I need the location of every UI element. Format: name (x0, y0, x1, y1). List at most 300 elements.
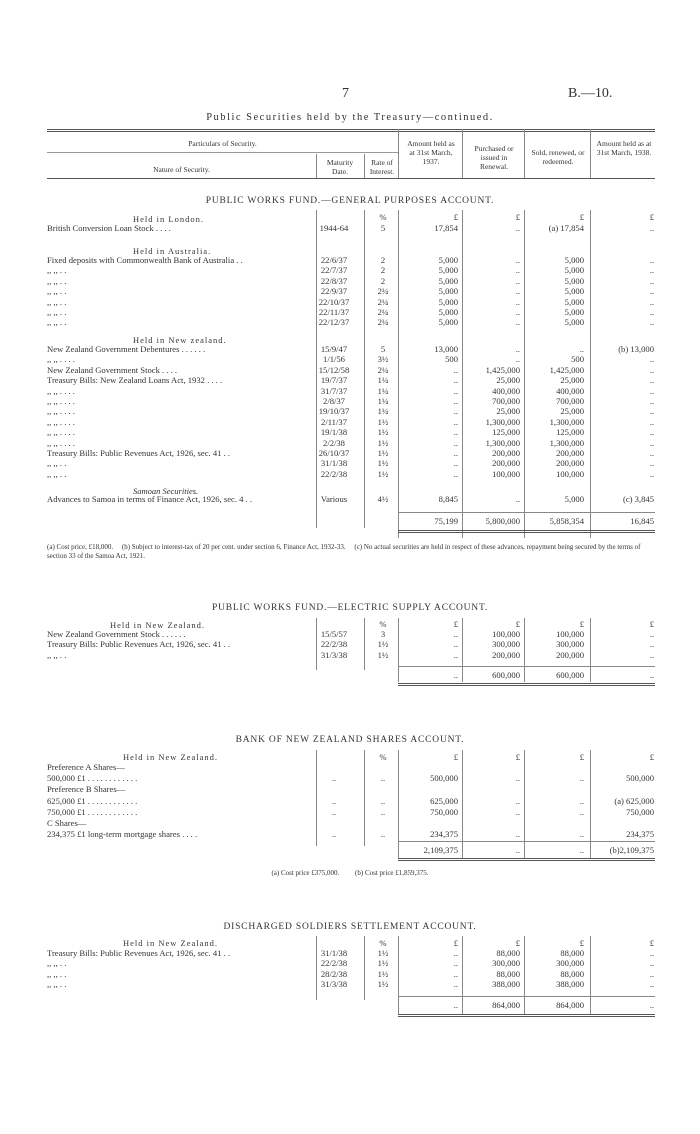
cell-mat: 22/12/37 (318, 317, 350, 328)
cell-held: (b) 13,000 (618, 344, 654, 354)
table-row (0, 784, 700, 795)
cell-rate: 1¼ (377, 375, 389, 386)
cell-rate: 1¼ (377, 406, 389, 417)
section-title-general-purposes: PUBLIC WORKS FUND.—GENERAL PURPOSES ACCOUNT. (205, 196, 495, 206)
unit-pur: £ (515, 212, 520, 222)
unit-rate: % (379, 619, 387, 629)
cell-name: Treasury Bills: Public Revenues Act, 1926, sec. 41 . . (47, 639, 231, 650)
cell-mat: 22/2/38 (320, 639, 348, 650)
cell-sold: 200,000 (556, 458, 584, 469)
total-row (0, 1000, 700, 1011)
table-row (0, 307, 700, 318)
cell-rate: 5 (380, 344, 386, 354)
cell-sold: 88,000 (560, 948, 584, 958)
cell-rate: 2 (380, 265, 386, 276)
cell-mat: 19/7/37 (320, 375, 348, 386)
cell-pur: 300,000 (492, 958, 520, 969)
cell-pur: 300,000 (492, 639, 520, 650)
cell-sold: 1,300,000 (549, 416, 584, 427)
cell-sold: 388,000 (556, 979, 584, 990)
table-row (0, 458, 700, 469)
total-row (0, 670, 700, 681)
section-title-bnz-shares: BANK OF NEW ZEALAND SHARES ACCOUNT. (235, 735, 465, 745)
cell-sold: 1,300,000 (549, 437, 584, 448)
cell-name: 750,000 £1 . . . . . . . . . . . . (47, 806, 138, 817)
cell-pur: .. (515, 494, 520, 504)
footnote-c: (c) No actual securities are held in respect of these advances, repayment being secured by the terms of section 33 of the Samoa Act, 1921. (47, 543, 641, 560)
cell-held: .. (649, 286, 654, 297)
cell-name: ,, ,, . . (47, 265, 67, 276)
cell-held: 16,845 (630, 516, 654, 526)
cell-pur: 125,000 (492, 427, 520, 438)
cell-pur: 1,300,000 (485, 437, 520, 448)
cell-mat: 2/11/37 (321, 416, 347, 427)
cell-held: .. (649, 375, 654, 386)
cell-sold: 200,000 (556, 649, 584, 660)
table-row (0, 629, 700, 640)
cell-pur: .. (515, 255, 520, 265)
cell-mat: .. (331, 773, 337, 784)
table-row (0, 948, 700, 959)
cell-amt: 5,000 (438, 275, 458, 286)
cell-name: ,, ,, . . (47, 458, 67, 469)
total-row (0, 516, 700, 527)
cell-name: ,, ,, . . . . (47, 406, 75, 417)
cell-pur: .. (515, 845, 520, 855)
cell-mat: 26/10/37 (318, 448, 350, 458)
cell-sold: 25,000 (560, 406, 584, 417)
cell-amt: 234,375 (430, 829, 458, 840)
subheading-s4-held: Held in New Zealand. (123, 938, 219, 948)
cell-name: 234,375 £1 long-term mortgage shares . . . . (47, 829, 198, 840)
cell-amt: .. (453, 406, 458, 417)
cell-held: .. (649, 396, 654, 406)
cell-held: .. (649, 968, 654, 979)
table-row (0, 365, 700, 376)
cell-mat: 22/2/38 (320, 468, 348, 479)
cell-pur: 700,000 (492, 396, 520, 406)
unit-rate: % (379, 212, 387, 222)
cell-held: .. (649, 958, 654, 969)
table-row (0, 354, 700, 365)
cell-held: .. (649, 385, 654, 396)
cell-pur: .. (515, 307, 520, 317)
cell-name: Treasury Bills: New Zealand Loans Act, 1932 . . . . (47, 375, 223, 386)
table-row (0, 396, 700, 407)
cell-pur: 100,000 (492, 629, 520, 639)
cell-held: 234,375 (626, 829, 654, 840)
cell-name: ,, ,, . . . . (47, 385, 75, 396)
table-row (0, 639, 700, 650)
cell-held: .. (649, 437, 654, 448)
cell-mat: 22/7/37 (320, 265, 348, 276)
cell-amt: 5,000 (438, 307, 458, 317)
unit-amt: £ (453, 619, 458, 629)
header-maturity: Maturity Date. (326, 158, 354, 176)
cell-pur: .. (515, 829, 520, 840)
cell-sold: 1,425,000 (549, 364, 584, 375)
cell-name: 500,000 £1 . . . . . . . . . . . . (47, 773, 138, 784)
cell-name: ,, ,, . . . . (47, 416, 75, 427)
cell-pur: 388,000 (492, 979, 520, 990)
table-row (0, 406, 700, 417)
cell-mat: 22/2/38 (320, 958, 348, 969)
cell-amt: 5,000 (438, 265, 458, 276)
cell-pur: .. (515, 806, 520, 817)
footnote-s3-a: (a) Cost price £375,000. (271, 869, 340, 877)
cell-held: .. (649, 639, 654, 650)
cell-sold: 88,000 (560, 968, 584, 979)
cell-sold: 5,000 (564, 296, 584, 307)
cell-mat: .. (331, 795, 337, 806)
cell-rate: 1½ (377, 639, 389, 650)
table-row (0, 317, 700, 328)
cell-held: .. (649, 255, 654, 265)
footnote-b: (b) Subject to interest-tax of 20 per cent. under section 6, Finance Act, 1932-33. (121, 543, 346, 551)
cell-held: 750,000 (626, 806, 654, 817)
cell-pur: .. (515, 354, 520, 365)
cell-mat: 15/9/47 (320, 344, 348, 354)
cell-rate: .. (380, 829, 386, 840)
subheading-held-nz: Held in New zealand. (133, 335, 227, 345)
section-title-soldiers-settlement: DISCHARGED SOLDIERS SETTLEMENT ACCOUNT. (223, 922, 477, 932)
cell-pur: 25,000 (496, 375, 520, 386)
cell-held: .. (649, 427, 654, 438)
unit-held: £ (649, 752, 654, 762)
table-row (0, 276, 700, 287)
table-row (0, 448, 700, 459)
cell-pur: 1,300,000 (485, 416, 520, 427)
cell-name: ,, ,, . . (47, 275, 67, 286)
cell-name: British Conversion Loan Stock . . . . (47, 223, 171, 233)
cell-pur: 25,000 (496, 406, 520, 417)
cell-held: (a) 625,000 (614, 795, 654, 806)
cell-amt: 13,000 (434, 344, 458, 354)
cell-name: Preference B Shares— (47, 784, 126, 795)
total-row (0, 845, 700, 856)
table-row (0, 344, 700, 355)
cell-amt: .. (453, 670, 458, 680)
cell-held: .. (649, 458, 654, 469)
cell-sold: (a) 17,854 (548, 223, 584, 233)
cell-pur: .. (515, 286, 520, 297)
section-title-electric-supply: PUBLIC WORKS FUND.—ELECTRIC SUPPLY ACCOUNT. (211, 603, 489, 613)
unit-sold: £ (579, 752, 584, 762)
cell-name: ,, ,, . . . . (47, 396, 75, 406)
cell-name: New Zealand Government Stock . . . . . . (47, 629, 186, 639)
cell-rate: 4½ (377, 494, 389, 504)
cell-pur: 200,000 (492, 448, 520, 458)
cell-amt: .. (453, 948, 458, 958)
cell-rate: 2¼ (377, 307, 389, 317)
cell-name: ,, ,, . . (47, 286, 67, 297)
table-row (0, 829, 700, 840)
cell-rate: 2¼ (377, 364, 389, 375)
cell-pur: 100,000 (492, 468, 520, 479)
cell-mat: .. (331, 806, 337, 817)
cell-sold: 5,000 (564, 307, 584, 317)
table-row (0, 494, 700, 505)
unit-held: £ (649, 212, 654, 222)
cell-pur: 1,425,000 (485, 364, 520, 375)
cell-rate: 2¼ (377, 286, 389, 297)
cell-held: .. (649, 265, 654, 276)
cell-name: New Zealand Government Stock . . . . (47, 364, 178, 375)
cell-mat: 15/12/58 (318, 364, 350, 375)
table-row (0, 958, 700, 969)
cell-sold: 300,000 (556, 958, 584, 969)
header-amount-1938: Amount held as at 31st March, 1938. (596, 139, 652, 157)
cell-sold: 300,000 (556, 639, 584, 650)
cell-held: .. (649, 448, 654, 458)
cell-held: .. (649, 670, 654, 680)
header-amount-1937: Amount held as at 31st March, 1937. (407, 139, 455, 166)
cell-pur: 200,000 (492, 649, 520, 660)
cell-mat: 15/5/57 (320, 629, 348, 639)
unit-pur: £ (515, 619, 520, 629)
cell-amt: 8,845 (438, 494, 458, 504)
cell-rate: 1¼ (377, 385, 389, 396)
cell-mat: 22/9/37 (320, 286, 348, 297)
cell-rate: 1½ (377, 448, 389, 458)
unit-amt: £ (453, 752, 458, 762)
cell-sold: 5,858,354 (549, 516, 584, 526)
table-row (0, 427, 700, 438)
cell-held: .. (649, 649, 654, 660)
cell-amt: .. (453, 1000, 458, 1010)
cell-amt: .. (453, 385, 458, 396)
cell-sold: .. (579, 829, 584, 840)
cell-rate: 3½ (377, 354, 389, 365)
cell-amt: .. (453, 437, 458, 448)
cell-sold: 5,000 (564, 286, 584, 297)
subheading-s2-held: Held in New Zealand. (110, 620, 206, 630)
cell-amt: .. (453, 468, 458, 479)
cell-name: ,, ,, . . (47, 296, 67, 307)
cell-pur: 864,000 (492, 1000, 520, 1010)
table-row (0, 223, 700, 234)
table-row (0, 265, 700, 276)
cell-name: ,, ,, . . . . (47, 437, 75, 448)
footnotes-s1 (47, 543, 659, 561)
cell-name: ,, ,, . . (47, 958, 67, 969)
cell-amt: .. (453, 448, 458, 458)
footnotes-s3 (0, 869, 700, 878)
cell-amt: 500,000 (430, 773, 458, 784)
cell-held: .. (649, 1000, 654, 1010)
table-row (0, 650, 700, 661)
cell-sold: 5,000 (564, 494, 584, 504)
cell-held: (b)2,109,375 (609, 845, 654, 855)
cell-mat: 22/8/37 (320, 275, 348, 286)
unit-amt: £ (453, 212, 458, 222)
subheading-samoan: Samoan Securities. (133, 486, 199, 496)
cell-pur: 5,800,000 (485, 516, 520, 526)
cell-mat: 22/6/37 (320, 255, 348, 265)
table-row (0, 773, 700, 784)
cell-name: ,, ,, . . . . (47, 427, 75, 438)
table-row (0, 438, 700, 449)
cell-sold: 5,000 (564, 255, 584, 265)
cell-rate: 2 (380, 275, 386, 286)
cell-sold: 500 (571, 354, 584, 365)
cell-held: .. (649, 307, 654, 317)
cell-sold: 100,000 (556, 468, 584, 479)
cell-sold: .. (579, 806, 584, 817)
page-number: 7 (342, 86, 349, 101)
table-row (0, 979, 700, 990)
cell-held: .. (649, 364, 654, 375)
cell-held: .. (649, 629, 654, 639)
cell-amt: .. (453, 458, 458, 469)
unit-pur: £ (515, 938, 520, 948)
cell-mat: 2/8/37 (323, 396, 345, 406)
cell-mat: .. (331, 829, 337, 840)
cell-amt: 500 (445, 354, 458, 365)
footnote-s3-b: (b) Cost price £1,859,375. (355, 869, 429, 877)
unit-pur: £ (515, 752, 520, 762)
cell-pur: .. (515, 317, 520, 328)
cell-rate: 1½ (377, 468, 389, 479)
cell-held: .. (649, 468, 654, 479)
cell-rate: 2¼ (377, 317, 389, 328)
cell-held: (c) 3,845 (622, 494, 654, 504)
unit-amt: £ (453, 938, 458, 948)
cell-amt: .. (453, 639, 458, 650)
cell-mat: 31/3/38 (320, 979, 348, 990)
subheading-held-australia: Held in Australia. (133, 246, 212, 256)
units-row (0, 212, 700, 223)
cell-amt: .. (453, 396, 458, 406)
cell-rate: 1½ (377, 968, 389, 979)
cell-pur: 200,000 (492, 458, 520, 469)
cell-mat: 31/1/38 (320, 948, 348, 958)
cell-mat: 19/10/37 (318, 406, 350, 417)
cell-name: ,, ,, . . (47, 649, 67, 660)
cell-sold: .. (579, 845, 584, 855)
header-rate: Rate of Interest. (369, 158, 395, 176)
cell-amt: .. (453, 416, 458, 427)
cell-name: 625,000 £1 . . . . . . . . . . . . (47, 795, 138, 806)
cell-held: .. (649, 275, 654, 286)
subheading-s3-held: Held in New Zealand. (123, 752, 219, 762)
cell-held: .. (649, 406, 654, 417)
cell-amt: 17,854 (434, 223, 458, 233)
cell-rate: .. (380, 806, 386, 817)
cell-pur: .. (515, 296, 520, 307)
cell-name: ,, ,, . . . . (47, 354, 75, 365)
cell-name: ,, ,, . . (47, 979, 67, 990)
cell-amt: .. (453, 649, 458, 660)
cell-name: ,, ,, . . (47, 307, 67, 317)
unit-held: £ (649, 619, 654, 629)
cell-sold: .. (579, 795, 584, 806)
cell-pur: .. (515, 265, 520, 276)
table-row (0, 255, 700, 266)
cell-held: .. (649, 223, 654, 233)
cell-rate: 2 (380, 255, 386, 265)
cell-rate: 1½ (377, 458, 389, 469)
cell-sold: 125,000 (556, 427, 584, 438)
cell-amt: .. (453, 979, 458, 990)
cell-mat: 1944-64 (319, 223, 349, 233)
cell-amt: .. (453, 364, 458, 375)
cell-amt: 5,000 (438, 255, 458, 265)
cell-mat: 31/3/38 (320, 649, 348, 660)
cell-rate: 1¼ (377, 396, 389, 406)
cell-rate: 1½ (377, 437, 389, 448)
cell-sold: 5,000 (564, 317, 584, 328)
cell-amt: 2,109,375 (423, 845, 458, 855)
cell-rate: 1½ (377, 649, 389, 660)
table-row (0, 969, 700, 980)
unit-sold: £ (579, 212, 584, 222)
cell-held: .. (649, 354, 654, 365)
cell-mat: 28/2/38 (320, 968, 348, 979)
cell-sold: 5,000 (564, 275, 584, 286)
cell-pur: .. (515, 795, 520, 806)
cell-mat: 1/1/56 (323, 354, 345, 365)
subheading-held-london: Held in London. (133, 214, 204, 224)
cell-rate: 1½ (377, 948, 389, 958)
cell-mat: 22/11/37 (318, 307, 350, 317)
cell-amt: 625,000 (430, 795, 458, 806)
cell-pur: 88,000 (496, 948, 520, 958)
cell-sold: 5,000 (564, 265, 584, 276)
cell-name: Advances to Samoa in terms of Finance Act, 1926, sec. 4 . . (47, 494, 253, 504)
cell-amt: 750,000 (430, 806, 458, 817)
cell-rate: 3 (380, 629, 386, 639)
cell-amt: 5,000 (438, 317, 458, 328)
cell-rate: 2¼ (377, 296, 389, 307)
cell-sold: 100,000 (556, 629, 584, 639)
table-row (0, 796, 700, 807)
cell-sold: 25,000 (560, 375, 584, 386)
cell-sold: .. (579, 344, 584, 354)
cell-pur: .. (515, 773, 520, 784)
cell-amt: .. (453, 427, 458, 438)
cell-sold: 200,000 (556, 448, 584, 458)
cell-name: Treasury Bills: Public Revenues Act, 1926, sec. 41 . . (47, 948, 231, 958)
cell-name: Preference A Shares— (47, 762, 125, 772)
cell-pur: .. (515, 344, 520, 354)
cell-name: ,, ,, . . (47, 317, 67, 328)
cell-amt: .. (453, 375, 458, 386)
table-row (0, 818, 700, 829)
cell-sold: 600,000 (556, 670, 584, 680)
header-nature: Nature of Security. (153, 165, 210, 174)
cell-amt: 5,000 (438, 286, 458, 297)
cell-amt: .. (453, 958, 458, 969)
footnote-a: (a) Cost price, £18,000. (47, 543, 114, 551)
cell-rate: 1½ (377, 427, 389, 438)
cell-name: ,, ,, . . (47, 968, 67, 979)
cell-pur: .. (515, 223, 520, 233)
header-sold: Sold, renewed, or redeemed. (531, 148, 585, 166)
cell-sold: .. (579, 773, 584, 784)
table-row (0, 762, 700, 773)
cell-rate: 5 (380, 223, 386, 233)
cell-held: .. (649, 416, 654, 427)
table-row (0, 417, 700, 428)
unit-rate: % (379, 938, 387, 948)
cell-mat: 31/1/38 (320, 458, 348, 469)
header-purchased: Purchased or issued in Renewal. (474, 144, 514, 171)
cell-rate: 1½ (377, 958, 389, 969)
cell-mat: 19/1/38 (320, 427, 348, 438)
cell-mat: 2/2/38 (323, 437, 345, 448)
table-row (0, 469, 700, 480)
